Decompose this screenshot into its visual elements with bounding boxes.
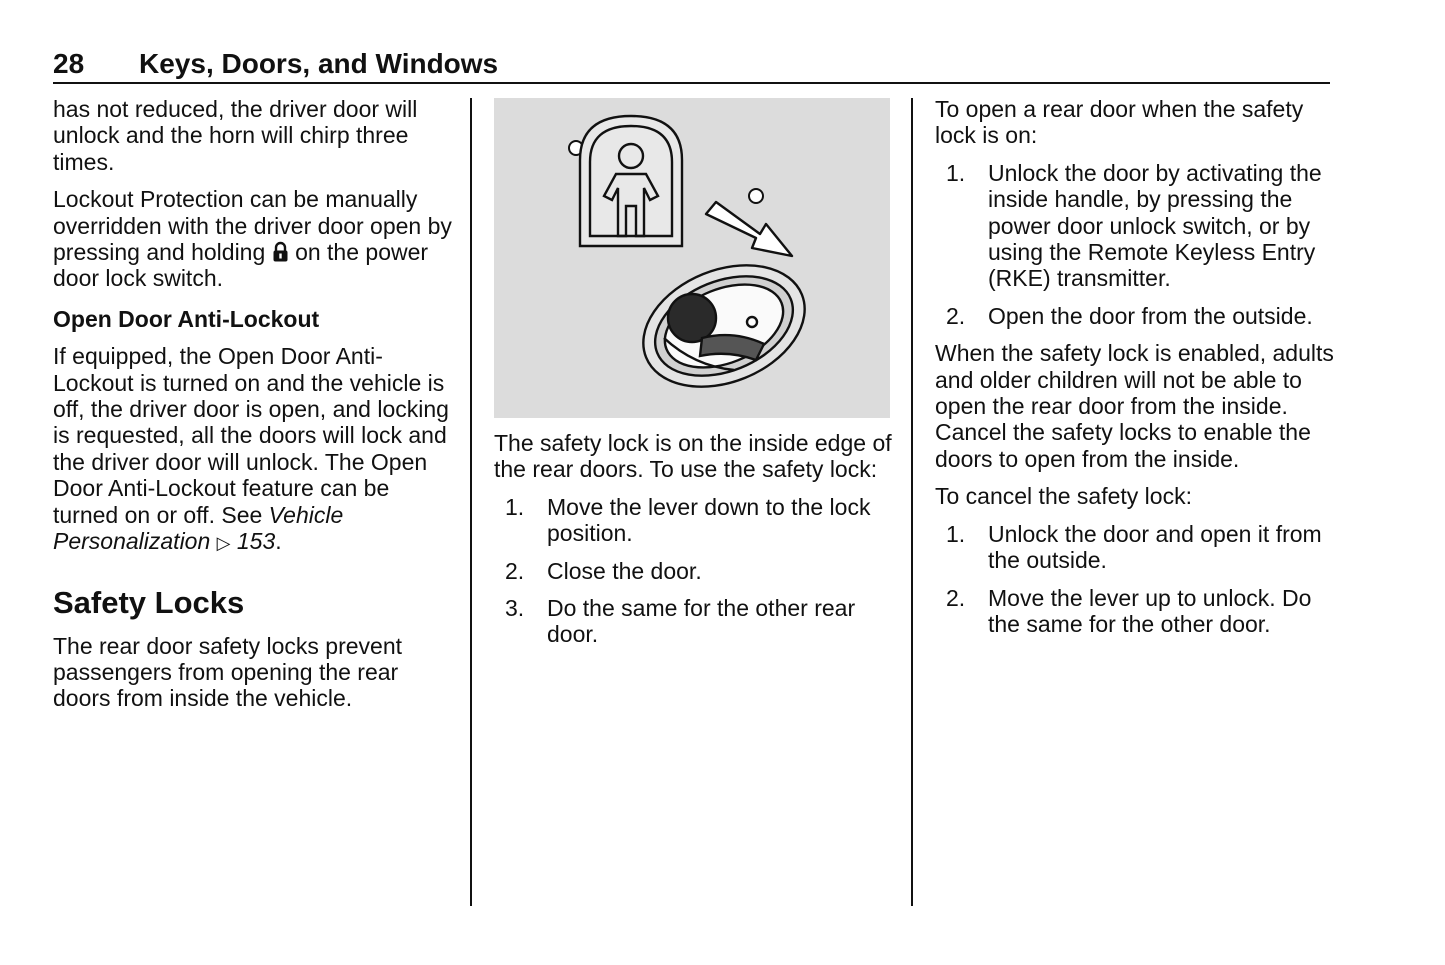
list-item — [935, 160, 1335, 292]
paragraph-text: If equipped, the Open Door Anti-Lockout is turned on and the vehicle is off, the driver door is open, and locking is requested, all the doors will lock and the driver door will unlock. The Open Door Anti-Lockout feature can be turned on or off. See — [53, 343, 449, 528]
list-item — [494, 494, 894, 547]
page-header — [53, 46, 1330, 84]
paragraph: When the safety lock is enabled, adults and older children will not be able to open the rear door from the inside. Cancel the safety locks to enable the doors to open from the inside. — [935, 340, 1334, 472]
list-item — [935, 585, 1335, 638]
step-number: 2. — [946, 302, 966, 329]
page-number: 28 — [53, 48, 85, 79]
steps-list — [935, 160, 1335, 329]
step-text: Open the door from the outside. — [988, 302, 1313, 329]
lock-icon — [272, 241, 289, 263]
list-item — [494, 558, 894, 584]
step-text: Unlock the door by activating the inside handle, by pressing the power door unlock switch, or by using the Remote Keyless Entry (RKE) transmitter. — [988, 159, 1322, 292]
cross-reference-page[interactable]: 153 — [236, 528, 276, 555]
paragraph-text: on the power door lock switch. — [53, 239, 429, 292]
steps-list — [935, 521, 1335, 638]
steps-list — [494, 494, 894, 648]
section-heading: Safety Locks — [53, 584, 245, 620]
page-reference-icon: ▷ — [216, 533, 231, 554]
step-number: 1. — [946, 520, 966, 547]
chapter-title: Keys, Doors, and Windows — [139, 48, 499, 79]
step-text: Do the same for the other rear door. — [547, 595, 856, 648]
list-item — [494, 595, 894, 648]
paragraph: To cancel the safety lock: — [935, 483, 1192, 510]
step-number: 3. — [505, 595, 525, 622]
child-lock-icon — [580, 116, 682, 246]
column-divider — [911, 98, 913, 906]
paragraph: The safety lock is on the inside edge of the rear doors. To use the safety lock: — [494, 430, 892, 483]
column-left — [53, 96, 453, 723]
cross-reference-link[interactable]: Vehicle Personalization — [53, 501, 344, 555]
step-text: Unlock the door and open it from the outside. — [988, 520, 1322, 574]
step-number: 2. — [505, 557, 525, 584]
paragraph: To open a rear door when the safety lock is on: — [935, 96, 1304, 149]
column-divider — [470, 98, 472, 906]
paragraph: The rear door safety locks prevent passengers from opening the rear doors from inside the vehicle. — [53, 632, 402, 712]
list-item — [935, 303, 1335, 329]
paragraph-text: Lockout Protection can be manually overridden with the driver door open by pressing and holding — [53, 186, 452, 266]
paragraph: has not reduced, the driver door will unlock and the horn will chirp three times. — [53, 96, 418, 175]
step-text: Close the door. — [547, 557, 702, 584]
column-middle — [494, 96, 894, 659]
step-number: 1. — [505, 493, 525, 520]
list-item — [935, 521, 1335, 574]
step-number: 1. — [946, 159, 966, 186]
step-text: Move the lever down to the lock position. — [547, 493, 871, 547]
safety-lock-illustration — [494, 98, 890, 418]
step-number: 2. — [946, 584, 966, 611]
paragraph: If equipped, the Open Door Anti-Lockout is turned on and the vehicle is off, the driver door is open, and locking is requested, all the doors will lock and the driver door will unlock. The Open Door Anti-Lockout feature can be turned on or off. See Vehicle Personalization ▷ 153. — [53, 343, 449, 555]
paragraph — [53, 186, 453, 292]
subheading: Open Door Anti-Lockout — [53, 305, 320, 332]
step-text: Move the lever up to unlock. Do the same for the other door. — [988, 584, 1312, 637]
column-right — [935, 96, 1335, 648]
